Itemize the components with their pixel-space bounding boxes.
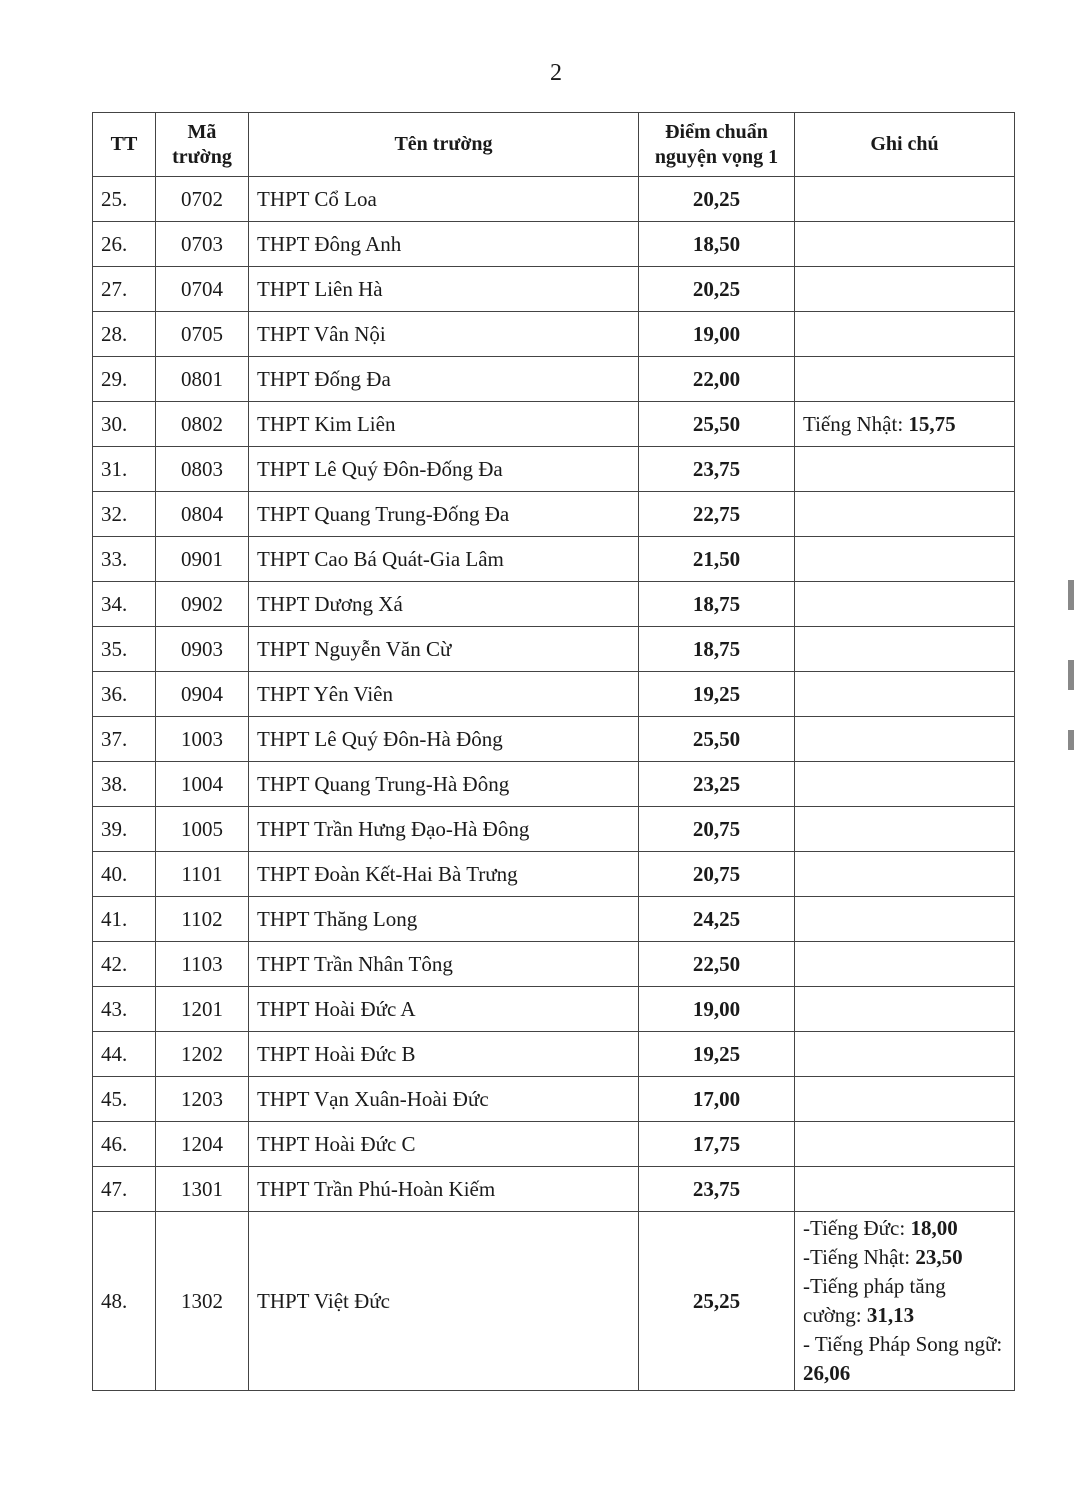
row-ten-truong: THPT Việt Đức bbox=[249, 1212, 639, 1391]
row-ghi-chu bbox=[795, 537, 1015, 582]
row-ma-truong: 0704 bbox=[156, 267, 249, 312]
row-ghi-chu bbox=[795, 357, 1015, 402]
row-ten-truong: THPT Đống Đa bbox=[249, 357, 639, 402]
table-row bbox=[93, 312, 1015, 357]
table-body bbox=[93, 177, 1015, 1391]
row-ma-truong: 0705 bbox=[156, 312, 249, 357]
row-diem-chuan: 21,50 bbox=[639, 537, 795, 582]
row-tt: 43. bbox=[93, 987, 156, 1032]
row-ghi-chu bbox=[795, 852, 1015, 897]
page-number: 2 bbox=[550, 60, 562, 86]
scan-edge-mark bbox=[1068, 730, 1074, 750]
admission-scores-table bbox=[92, 112, 1015, 1391]
header-diem-chuan bbox=[639, 113, 795, 177]
row-ten-truong: THPT Hoài Đức C bbox=[249, 1122, 639, 1167]
row-tt: 30. bbox=[93, 402, 156, 447]
row-diem-chuan: 18,75 bbox=[639, 582, 795, 627]
row-ghi-chu bbox=[795, 312, 1015, 357]
row-ten-truong: THPT Cao Bá Quát-Gia Lâm bbox=[249, 537, 639, 582]
row-tt: 41. bbox=[93, 897, 156, 942]
note-label: Tiếng Nhật: bbox=[803, 411, 909, 436]
row-tt: 39. bbox=[93, 807, 156, 852]
row-ghi-chu bbox=[795, 717, 1015, 762]
table-row bbox=[93, 1122, 1015, 1167]
scan-edge-mark bbox=[1068, 660, 1074, 690]
table-row bbox=[93, 357, 1015, 402]
row-ma-truong: 0901 bbox=[156, 537, 249, 582]
note-value: 31,13 bbox=[866, 1303, 915, 1327]
table-row bbox=[93, 222, 1015, 267]
row-ten-truong: THPT Trần Nhân Tông bbox=[249, 942, 639, 987]
row-diem-chuan: 23,25 bbox=[639, 762, 795, 807]
note-label: -Tiếng Đức: bbox=[803, 1216, 911, 1240]
table-row bbox=[93, 582, 1015, 627]
table-row bbox=[93, 717, 1015, 762]
row-ma-truong: 1301 bbox=[156, 1167, 249, 1212]
table-header-row bbox=[93, 113, 1015, 177]
row-ma-truong: 1302 bbox=[156, 1212, 249, 1391]
table-row bbox=[93, 897, 1015, 942]
note-line bbox=[803, 1272, 1006, 1330]
table-row bbox=[93, 807, 1015, 852]
row-diem-chuan: 23,75 bbox=[639, 1167, 795, 1212]
row-ten-truong: THPT Liên Hà bbox=[249, 267, 639, 312]
row-ghi-chu bbox=[795, 1077, 1015, 1122]
table-row bbox=[93, 987, 1015, 1032]
row-ma-truong: 1201 bbox=[156, 987, 249, 1032]
row-diem-chuan: 24,25 bbox=[639, 897, 795, 942]
table-row bbox=[93, 672, 1015, 717]
row-tt: 37. bbox=[93, 717, 156, 762]
note-label: -Tiếng Nhật: bbox=[803, 1245, 916, 1269]
row-ghi-chu bbox=[795, 582, 1015, 627]
table-row bbox=[93, 627, 1015, 672]
row-ma-truong: 0804 bbox=[156, 492, 249, 537]
row-tt: 46. bbox=[93, 1122, 156, 1167]
header-tt: TT bbox=[93, 113, 156, 177]
table-row bbox=[93, 267, 1015, 312]
row-diem-chuan: 19,00 bbox=[639, 312, 795, 357]
row-ten-truong: THPT Trần Phú-Hoàn Kiếm bbox=[249, 1167, 639, 1212]
row-diem-chuan: 22,50 bbox=[639, 942, 795, 987]
row-ghi-chu bbox=[795, 807, 1015, 852]
table-row bbox=[93, 447, 1015, 492]
row-ten-truong: THPT Yên Viên bbox=[249, 672, 639, 717]
row-ten-truong: THPT Dương Xá bbox=[249, 582, 639, 627]
row-tt: 28. bbox=[93, 312, 156, 357]
row-diem-chuan: 17,00 bbox=[639, 1077, 795, 1122]
row-ghi-chu bbox=[795, 987, 1015, 1032]
table-row bbox=[93, 1212, 1015, 1391]
row-ghi-chu bbox=[795, 177, 1015, 222]
header-ten-truong: Tên trường bbox=[249, 113, 639, 177]
note-line bbox=[803, 410, 1006, 439]
row-tt: 47. bbox=[93, 1167, 156, 1212]
row-ma-truong: 0902 bbox=[156, 582, 249, 627]
row-diem-chuan: 18,50 bbox=[639, 222, 795, 267]
row-ten-truong: THPT Hoài Đức B bbox=[249, 1032, 639, 1077]
row-ma-truong: 1102 bbox=[156, 897, 249, 942]
row-ten-truong: THPT Hoài Đức A bbox=[249, 987, 639, 1032]
row-tt: 44. bbox=[93, 1032, 156, 1077]
row-tt: 34. bbox=[93, 582, 156, 627]
table-row bbox=[93, 492, 1015, 537]
row-ghi-chu bbox=[795, 222, 1015, 267]
row-tt: 36. bbox=[93, 672, 156, 717]
row-ten-truong: THPT Trần Hưng Đạo-Hà Đông bbox=[249, 807, 639, 852]
row-ghi-chu bbox=[795, 1032, 1015, 1077]
table-row bbox=[93, 537, 1015, 582]
row-diem-chuan: 20,75 bbox=[639, 807, 795, 852]
row-tt: 25. bbox=[93, 177, 156, 222]
row-ma-truong: 0702 bbox=[156, 177, 249, 222]
row-ghi-chu bbox=[795, 447, 1015, 492]
row-ma-truong: 1203 bbox=[156, 1077, 249, 1122]
table-row bbox=[93, 852, 1015, 897]
row-diem-chuan: 20,25 bbox=[639, 177, 795, 222]
table-row bbox=[93, 1077, 1015, 1122]
row-diem-chuan: 19,25 bbox=[639, 1032, 795, 1077]
row-ten-truong: THPT Quang Trung-Hà Đông bbox=[249, 762, 639, 807]
header-ma-truong-line-2: trường bbox=[172, 145, 232, 168]
row-ghi-chu bbox=[795, 402, 1015, 447]
row-ghi-chu bbox=[795, 762, 1015, 807]
row-ten-truong: THPT Nguyễn Văn Cừ bbox=[249, 627, 639, 672]
row-tt: 32. bbox=[93, 492, 156, 537]
row-ma-truong: 0703 bbox=[156, 222, 249, 267]
row-diem-chuan: 25,50 bbox=[639, 717, 795, 762]
row-ma-truong: 0802 bbox=[156, 402, 249, 447]
row-ten-truong: THPT Vạn Xuân-Hoài Đức bbox=[249, 1077, 639, 1122]
row-ghi-chu bbox=[795, 1122, 1015, 1167]
row-ma-truong: 1103 bbox=[156, 942, 249, 987]
row-diem-chuan: 22,75 bbox=[639, 492, 795, 537]
row-diem-chuan: 20,75 bbox=[639, 852, 795, 897]
row-ghi-chu bbox=[795, 897, 1015, 942]
row-ma-truong: 1202 bbox=[156, 1032, 249, 1077]
table-row bbox=[93, 1167, 1015, 1212]
table-row bbox=[93, 942, 1015, 987]
header-ma-truong bbox=[156, 113, 249, 177]
row-diem-chuan: 19,25 bbox=[639, 672, 795, 717]
row-tt: 45. bbox=[93, 1077, 156, 1122]
row-diem-chuan: 17,75 bbox=[639, 1122, 795, 1167]
row-ghi-chu bbox=[795, 267, 1015, 312]
row-diem-chuan: 25,25 bbox=[639, 1212, 795, 1391]
row-tt: 26. bbox=[93, 222, 156, 267]
note-line bbox=[803, 1214, 1006, 1243]
row-ma-truong: 1003 bbox=[156, 717, 249, 762]
row-tt: 42. bbox=[93, 942, 156, 987]
row-diem-chuan: 22,00 bbox=[639, 357, 795, 402]
row-tt: 35. bbox=[93, 627, 156, 672]
note-value: 23,50 bbox=[915, 1245, 963, 1269]
row-ma-truong: 0903 bbox=[156, 627, 249, 672]
note-line bbox=[803, 1243, 1006, 1272]
row-ma-truong: 1005 bbox=[156, 807, 249, 852]
row-ten-truong: THPT Lê Quý Đôn-Đống Đa bbox=[249, 447, 639, 492]
row-diem-chuan: 23,75 bbox=[639, 447, 795, 492]
row-ma-truong: 1204 bbox=[156, 1122, 249, 1167]
row-ten-truong: THPT Đông Anh bbox=[249, 222, 639, 267]
header-diem-chuan-line-1: Điểm chuẩn bbox=[665, 120, 768, 143]
row-ten-truong: THPT Vân Nội bbox=[249, 312, 639, 357]
row-diem-chuan: 19,00 bbox=[639, 987, 795, 1032]
row-ten-truong: THPT Lê Quý Đôn-Hà Đông bbox=[249, 717, 639, 762]
row-tt: 48. bbox=[93, 1212, 156, 1391]
row-ten-truong: THPT Quang Trung-Đống Đa bbox=[249, 492, 639, 537]
note-label: -Tiếng pháp tăng cường: bbox=[803, 1274, 946, 1327]
row-diem-chuan: 20,25 bbox=[639, 267, 795, 312]
row-ghi-chu bbox=[795, 492, 1015, 537]
table-row bbox=[93, 1032, 1015, 1077]
header-ghi-chu: Ghi chú bbox=[795, 113, 1015, 177]
row-diem-chuan: 25,50 bbox=[639, 402, 795, 447]
note-value: 26,06 bbox=[803, 1361, 851, 1385]
row-ten-truong: THPT Đoàn Kết-Hai Bà Trưng bbox=[249, 852, 639, 897]
row-diem-chuan: 18,75 bbox=[639, 627, 795, 672]
row-ten-truong: THPT Cổ Loa bbox=[249, 177, 639, 222]
row-tt: 40. bbox=[93, 852, 156, 897]
row-ghi-chu bbox=[795, 1212, 1015, 1391]
row-ma-truong: 1101 bbox=[156, 852, 249, 897]
row-ma-truong: 0904 bbox=[156, 672, 249, 717]
row-tt: 38. bbox=[93, 762, 156, 807]
scan-edge-mark bbox=[1068, 580, 1074, 610]
row-tt: 33. bbox=[93, 537, 156, 582]
row-ghi-chu bbox=[795, 672, 1015, 717]
header-ma-truong-line-1: Mã bbox=[187, 120, 217, 143]
table-row bbox=[93, 762, 1015, 807]
row-ghi-chu bbox=[795, 942, 1015, 987]
row-ghi-chu bbox=[795, 1167, 1015, 1212]
note-value: 15,75 bbox=[908, 411, 956, 436]
header-diem-chuan-line-2: nguyện vọng 1 bbox=[654, 145, 779, 168]
row-tt: 27. bbox=[93, 267, 156, 312]
note-label: - Tiếng Pháp Song ngữ: bbox=[803, 1332, 1003, 1356]
row-ghi-chu bbox=[795, 627, 1015, 672]
row-ten-truong: THPT Kim Liên bbox=[249, 402, 639, 447]
table-row bbox=[93, 402, 1015, 447]
note-line bbox=[803, 1330, 1006, 1388]
row-ma-truong: 0803 bbox=[156, 447, 249, 492]
row-ma-truong: 0801 bbox=[156, 357, 249, 402]
row-ma-truong: 1004 bbox=[156, 762, 249, 807]
row-ten-truong: THPT Thăng Long bbox=[249, 897, 639, 942]
row-tt: 29. bbox=[93, 357, 156, 402]
note-value: 18,00 bbox=[910, 1216, 958, 1240]
row-tt: 31. bbox=[93, 447, 156, 492]
table-row bbox=[93, 177, 1015, 222]
